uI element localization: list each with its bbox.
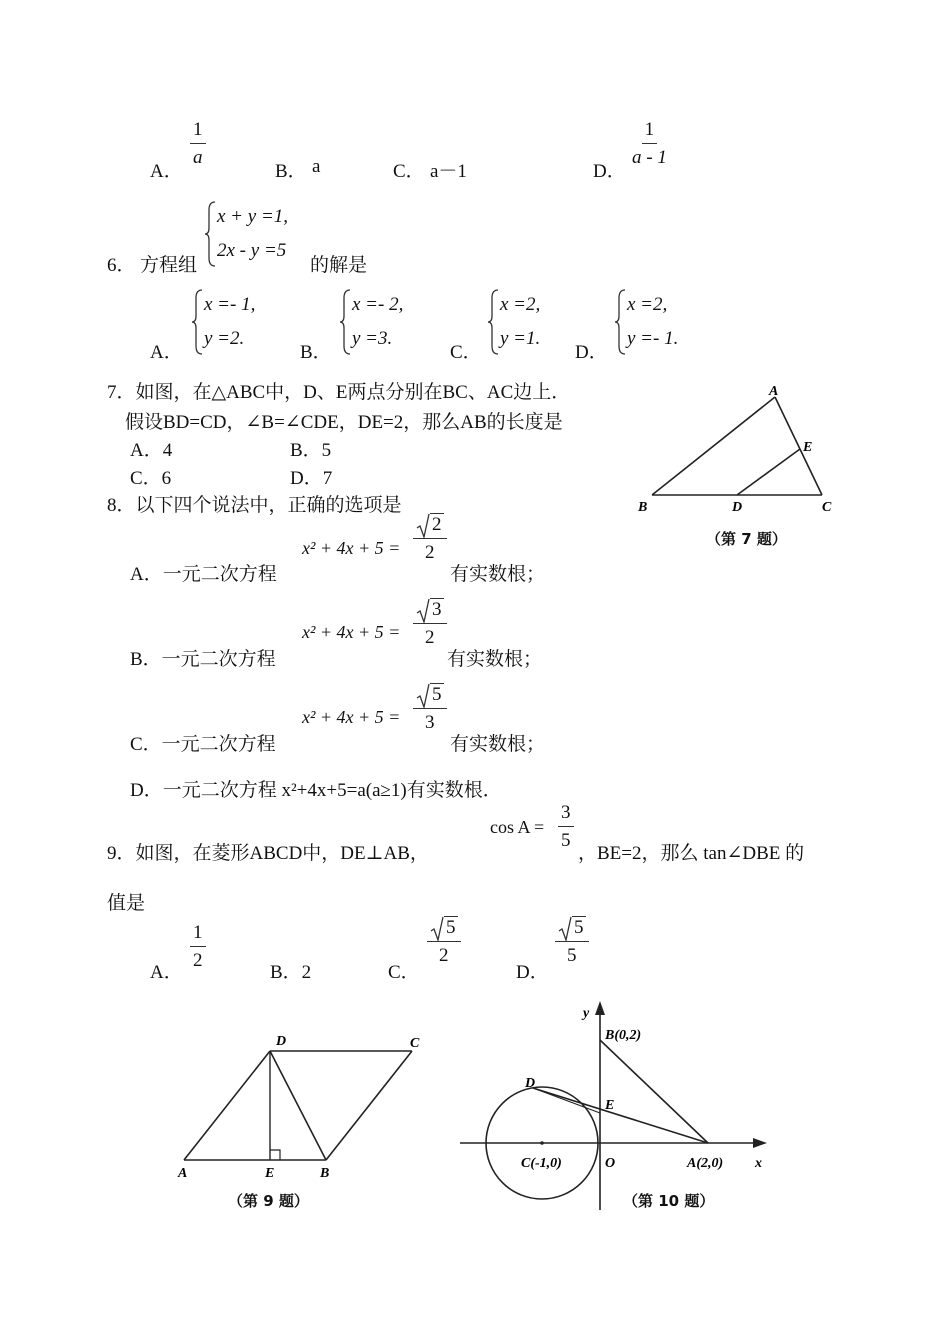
q8-option-a-tail: 有实数根； — [450, 564, 546, 585]
q5-option-b-label: B． — [275, 161, 307, 182]
q9-option-c-denominator: 2 — [439, 945, 449, 966]
point-label-o: O — [605, 1156, 616, 1171]
sqrt-icon — [416, 683, 430, 709]
q8-option-c-label: C．一元二次方程 — [130, 734, 276, 755]
q6-stem: 方程组 — [140, 255, 198, 276]
point-label-e: E — [803, 440, 813, 455]
q7-option-b: B．5 — [290, 440, 332, 461]
q8-option-d: D．一元二次方程 x²+4x+5=a(a≥1)有实数根． — [130, 780, 502, 801]
segment-ac — [775, 397, 822, 495]
q6-system — [205, 200, 315, 268]
point-label-d: D — [525, 1076, 536, 1091]
q8-option-c-denominator: 3 — [425, 712, 435, 733]
q9-option-a-fraction — [190, 923, 206, 970]
q6-option-d-label: D． — [575, 342, 608, 363]
q6-system-line-2: 2x - y =5 — [217, 240, 287, 261]
left-brace-icon — [205, 200, 217, 268]
point-label-b: B — [638, 500, 648, 515]
q9-option-c-fraction — [427, 918, 461, 965]
q8-option-b-denominator: 2 — [425, 627, 435, 648]
q8-option-a-fraction — [413, 515, 447, 562]
point-label-c: C — [410, 1036, 420, 1051]
center-point-c — [540, 1141, 544, 1145]
q6-suffix: 的解是 — [310, 255, 368, 276]
q6-option-a-line-1: x =- 1, — [204, 294, 256, 315]
q8-stem: 8．以下四个说法中，正确的选项是 — [107, 495, 402, 516]
q6-option-d-line-2: y =- 1. — [627, 328, 679, 349]
q7-option-c: C．6 — [130, 468, 172, 489]
q9-option-d-fraction — [555, 918, 589, 965]
q6-option-a-label: A． — [150, 342, 183, 363]
q6-option-a-system — [192, 288, 282, 356]
q8-option-c-tail: 有实数根； — [450, 734, 546, 755]
q6-option-b-line-1: x =- 2, — [352, 294, 404, 315]
q9-cos-denominator: 5 — [561, 830, 571, 851]
q6-option-c-system — [488, 288, 568, 356]
q6-option-c-line-2: y =1. — [500, 328, 541, 349]
sqrt-icon — [416, 513, 430, 539]
sqrt-icon — [416, 598, 430, 624]
q9-stem-part-3: 值是 — [107, 893, 146, 914]
point-label-d: D — [276, 1034, 287, 1049]
q8-option-a-lhs: x² + 4x + 5 = — [302, 538, 401, 558]
segment-ba — [600, 1040, 708, 1143]
q5-option-c-text: a－1 — [430, 161, 467, 182]
q6-option-c-line-1: x =2, — [500, 294, 541, 315]
segment-de — [533, 1088, 600, 1113]
point-label-a: A — [178, 1166, 188, 1181]
q8-option-b-label: B．一元二次方程 — [130, 649, 276, 670]
segment-ad — [184, 1051, 270, 1160]
q6-option-b-label: B． — [300, 342, 332, 363]
q6-option-a-line-2: y =2. — [204, 328, 245, 349]
q9-option-d-denominator: 5 — [567, 945, 577, 966]
q8-option-b-fraction — [413, 600, 447, 647]
point-label-e: E — [605, 1098, 615, 1113]
q8-option-c-radicand: 5 — [432, 684, 442, 705]
q10-figure-caption: （第 10 题） — [623, 1192, 715, 1210]
q9-cos-numerator: 3 — [558, 803, 574, 827]
q7-option-a: A．4 — [130, 440, 173, 461]
q7-triangle-figure — [630, 385, 850, 520]
q9-option-b: B．2 — [270, 962, 312, 983]
q7-line-1: 7．如图，在△ABC中，D、E两点分别在BC、AC边上． — [107, 382, 571, 403]
segment-cb — [326, 1051, 412, 1160]
q10-coordinate-figure — [455, 995, 785, 1215]
q8-option-b-tail: 有实数根； — [447, 649, 543, 670]
left-brace-icon — [488, 288, 500, 356]
q9-option-a-denominator: 2 — [193, 950, 203, 971]
q6-option-d-system — [615, 288, 705, 356]
q9-cos-text — [490, 817, 544, 838]
q7-figure-caption: （第 7 题） — [706, 530, 787, 548]
q9-stem-part-2: ，BE=2，那么 tan∠DBE 的 — [578, 843, 805, 864]
axis-label-y: y — [583, 1006, 590, 1021]
q8-option-b-radicand: 3 — [432, 599, 442, 620]
left-brace-icon — [615, 288, 627, 356]
left-brace-icon — [192, 288, 204, 356]
point-label-a: A(2,0) — [687, 1156, 724, 1171]
q9-cos-fraction — [558, 803, 574, 850]
q5-option-a-label: A． — [150, 161, 183, 182]
q7-line-2: 假设BD=CD，∠B=∠CDE，DE=2，那么AB的长度是 — [125, 412, 563, 433]
q7-option-d: D．7 — [290, 468, 333, 489]
q6-option-d-line-1: x =2, — [627, 294, 668, 315]
q5-option-b-text: a — [312, 156, 321, 177]
q8-option-a-denominator: 2 — [425, 542, 435, 563]
q5-option-c-label: C． — [393, 161, 425, 182]
q6-option-b-system — [340, 288, 430, 356]
q9-option-d-radicand: 5 — [574, 917, 584, 938]
q9-option-c-label: C． — [388, 962, 420, 983]
q9-figure-caption: （第 9 题） — [228, 1192, 309, 1210]
point-label-a: A — [769, 385, 779, 399]
q8-option-a-radicand: 2 — [432, 514, 442, 535]
sqrt-icon — [558, 916, 572, 942]
q9-option-c-radicand: 5 — [446, 917, 456, 938]
q9-stem-part-1: 9．如图，在菱形ABCD中，DE⊥AB， — [107, 843, 429, 864]
q6-number: 6． — [107, 255, 136, 276]
sqrt-icon — [430, 916, 444, 942]
q8-option-c-lhs: x² + 4x + 5 = — [302, 707, 401, 727]
q8-option-a-label: A．一元二次方程 — [130, 564, 277, 585]
q6-system-line-1: x + y =1, — [217, 206, 289, 227]
point-label-d: D — [732, 500, 743, 515]
q9-option-d-label: D． — [516, 962, 549, 983]
point-label-b: B(0,2) — [605, 1028, 642, 1043]
left-brace-icon — [340, 288, 352, 356]
axis-label-x: x — [755, 1156, 762, 1171]
q9-option-a-label: A． — [150, 962, 183, 983]
q9-rhombus-figure — [170, 1025, 440, 1185]
x-axis-arrow-icon — [753, 1138, 767, 1148]
q6-option-c-label: C． — [450, 342, 482, 363]
q5-option-d-label: D． — [593, 161, 626, 182]
q6-option-b-line-2: y =3. — [352, 328, 393, 349]
q8-option-b-lhs: x² + 4x + 5 = — [302, 622, 401, 642]
y-axis-arrow-icon — [595, 1001, 605, 1015]
q9-cos-label: cos A = — [490, 817, 545, 837]
segment-db — [270, 1051, 326, 1160]
point-label-b: B — [320, 1166, 330, 1181]
q5-option-d-fraction: $\frac{1}{a - 1}$ — [632, 119, 667, 168]
point-label-c: C(-1,0) — [521, 1156, 562, 1171]
q9-option-a-numerator: 1 — [190, 923, 206, 947]
segment-de — [737, 449, 800, 495]
point-label-c: C — [822, 500, 832, 515]
segment-da — [533, 1088, 708, 1143]
right-angle-marker-icon — [270, 1150, 280, 1160]
point-label-e: E — [265, 1166, 275, 1181]
q5-option-a-fraction: $\frac{1}{a}$ — [190, 120, 206, 167]
q8-option-c-fraction — [413, 685, 447, 732]
